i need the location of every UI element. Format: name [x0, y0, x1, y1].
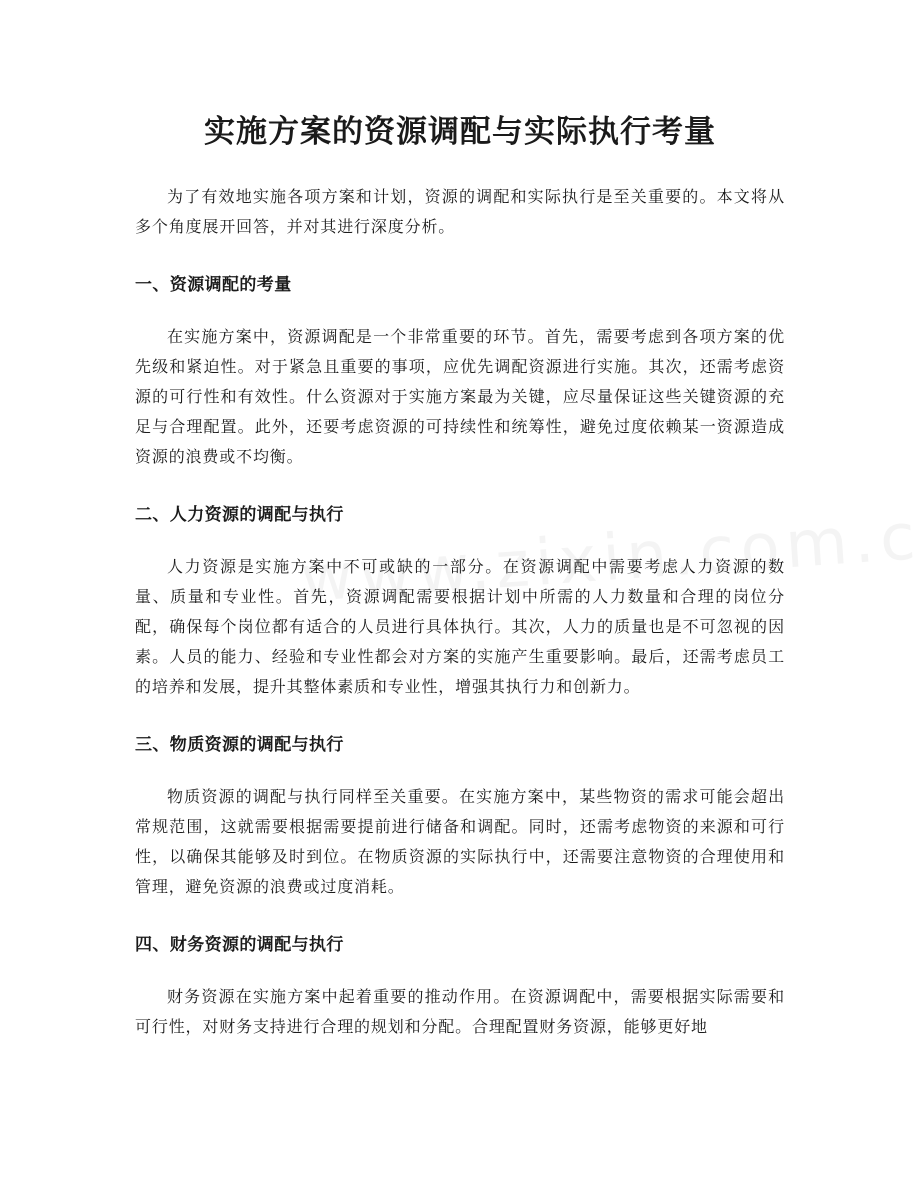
section-heading-4: 四、财务资源的调配与执行 [135, 935, 344, 955]
section-paragraph-2: 人力资源是实施方案中不可或缺的一部分。在资源调配中需要考虑人力资源的数量、质量和专业性。首先，资源调配需要根据计划中所需的人力数量和合理的岗位分配，确保每个岗位都有适合的人员进行具体执行。其次，人力的质量也是不可忽视的因素。人员的能力、经验和专业性都会对方案的实施产生重要影响。最后，还需考虑员工的培养和发展，提升其整体素质和专业性，增强其执行力和创新力。 [135, 557, 785, 696]
document-title: 实施方案的资源调配与实际执行考量 [204, 114, 716, 150]
section-heading-2: 二、人力资源的调配与执行 [135, 505, 344, 525]
intro-paragraph: 为了有效地实施各项方案和计划，资源的调配和实际执行是至关重要的。本文将从多个角度展开回答，并对其进行深度分析。 [135, 187, 785, 236]
section-heading-1: 一、资源调配的考量 [135, 275, 292, 295]
section-paragraph-3: 物质资源的调配与执行同样至关重要。在实施方案中，某些物资的需求可能会超出常规范围，这就需要根据需要提前进行储备和调配。同时，还需考虑物资的来源和可行性，以确保其能够及时到位。在物质资源的实际执行中，还需要注意物资的合理使用和管理，避免资源的浪费或过度消耗。 [135, 787, 785, 896]
document-body [135, 182, 785, 1042]
section-paragraph-1: 在实施方案中，资源调配是一个非常重要的环节。首先，需要考虑到各项方案的优先级和紧迫性。对于紧急且重要的事项，应优先调配资源进行实施。其次，还需考虑资源的可行性和有效性。什么资源对于实施方案最为关键，应尽量保证这些关键资源的充足与合理配置。此外，还要考虑资源的可持续性和统筹性，避免过度依赖某一资源造成资源的浪费或不均衡。 [135, 327, 785, 466]
section-paragraph-4: 财务资源在实施方案中起着重要的推动作用。在资源调配中，需要根据实际需要和可行性，对财务支持进行合理的规划和分配。合理配置财务资源，能够更好地 [135, 987, 785, 1036]
section-heading-3: 三、物质资源的调配与执行 [135, 735, 344, 755]
